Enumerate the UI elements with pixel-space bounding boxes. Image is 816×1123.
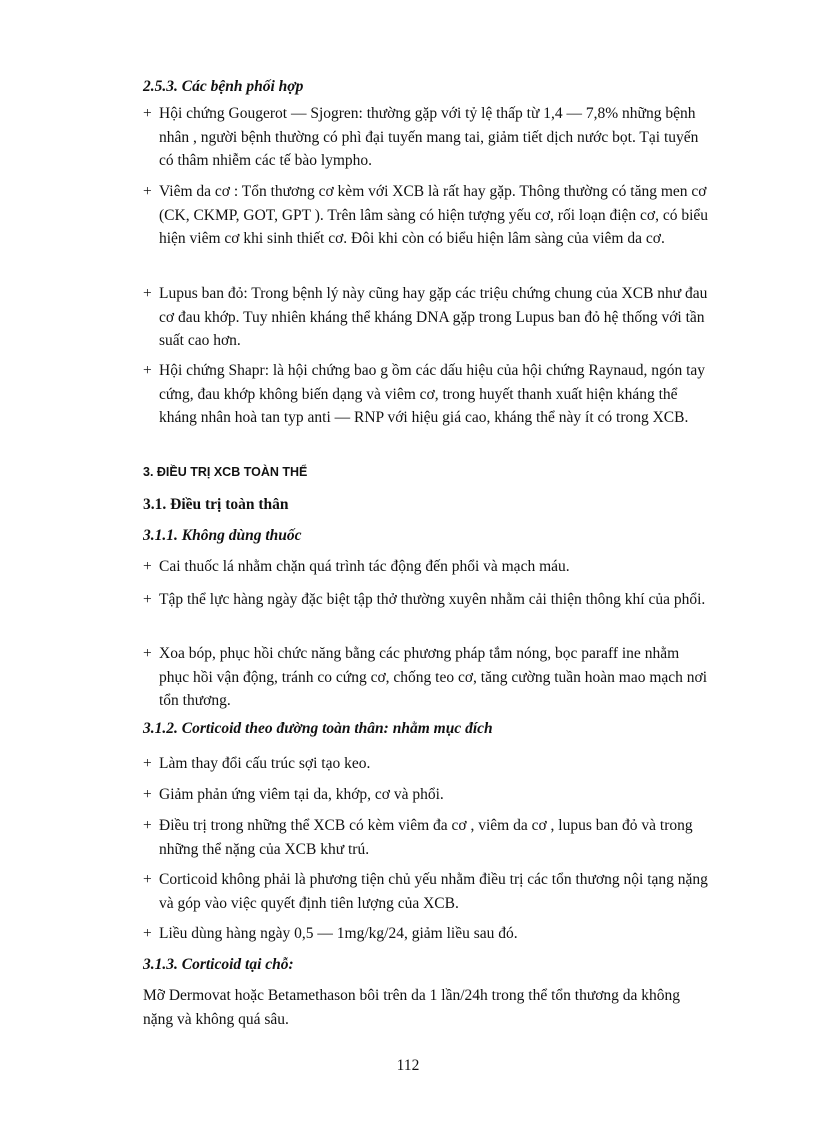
list-item-text: Viêm da cơ : Tổn thương cơ kèm với XCB là rất hay gặp. Thông thường có tăng men cơ (CK, CKMP, GOT, GPT ). Trên lâm sàng có hiện tượng yếu cơ, rối loạn điện cơ, có biểu hiện viêm cơ khi sinh thiết cơ. Đôi khi còn có biểu hiện lâm sàng của viêm da cơ. [159, 183, 709, 248]
section-heading-3-1-1: 3.1.1. Không dùng thuốc [143, 527, 302, 544]
list-item [143, 588, 713, 612]
list-item-text: Hội chứng Shapr: là hội chứng bao g ồm các dấu hiệu của hội chứng Raynaud, ngón tay cứng, đau khớp không biến dạng và viêm cơ, trong huyết thanh xuất hiện kháng thể kháng nhân hoà tan typ anti — RNP với hiệu giá cao, kháng thể này ít có trong XCB. [159, 362, 706, 427]
list-item-text: Tập thể lực hàng ngày đặc biệt tập thở thường xuyên nhằm cải thiện thông khí của phổi. [159, 591, 706, 608]
body-paragraph: Mỡ Dermovat hoặc Betamethason bôi trên da 1 lần/24h trong thể tổn thương da không nặng và không quá sâu. [143, 987, 681, 1028]
bullet: + [143, 362, 152, 379]
list-item [143, 282, 713, 353]
bullet: + [143, 183, 152, 200]
list-item-text: Điều trị trong những thể XCB có kèm viêm đa cơ , viêm da cơ , lupus ban đỏ và trong những thể nặng của XCB khư trú. [159, 817, 693, 858]
bullet: + [143, 871, 152, 888]
section-heading-3-1: 3.1. Điều trị toàn thân [143, 496, 289, 513]
list-item [143, 359, 713, 430]
bullet: + [143, 786, 152, 803]
list-item [143, 102, 713, 173]
bullet: + [143, 755, 152, 772]
section-heading-3-1-2: 3.1.2. Corticoid theo đường toàn thân: nhằm mục đích [143, 720, 493, 737]
bullet: + [143, 285, 152, 302]
list-item-text: Liều dùng hàng ngày 0,5 — 1mg/kg/24, giảm liều sau đó. [159, 925, 518, 942]
bullet: + [143, 645, 152, 662]
list-item [143, 868, 713, 915]
bullet: + [143, 591, 152, 608]
bullet: + [143, 105, 152, 122]
bullet: + [143, 558, 152, 575]
list-item-text: Lupus ban đỏ: Trong bệnh lý này cũng hay gặp các triệu chứng chung của XCB như đau cơ đau khớp. Tuy nhiên kháng thể kháng DNA gặp trong Lupus ban đỏ hệ thống với tần suất cao hơn. [159, 285, 708, 350]
chapter-heading-3: 3. ĐIỀU TRỊ XCB TOÀN THỂ [143, 465, 308, 479]
list-item [143, 783, 713, 807]
list-item [143, 555, 713, 579]
list-item-text: Giảm phản ứng viêm tại da, khớp, cơ và phổi. [159, 786, 444, 803]
list-item [143, 642, 713, 713]
list-item-text: Làm thay đổi cấu trúc sợi tạo keo. [159, 755, 371, 772]
list-item-text: Xoa bóp, phục hồi chức năng bằng các phương pháp tắm nóng, bọc paraff ine nhằm phục hồi vận động, tránh co cứng cơ, chống teo cơ, tăng cường tuần hoàn mao mạch nơi tổn thương. [159, 645, 708, 710]
list-item-text: Corticoid không phải là phương tiện chủ yếu nhằm điều trị các tổn thương nội tạng nặng và góp vào việc quyết định tiên lượng của XCB. [159, 871, 708, 912]
list-item [143, 922, 713, 946]
list-item [143, 752, 713, 776]
list-item [143, 180, 713, 251]
list-item-text: Cai thuốc lá nhằm chặn quá trình tác động đến phổi và mạch máu. [159, 558, 570, 575]
section-heading-2-5-3: 2.5.3. Các bệnh phối hợp [143, 78, 304, 95]
list-item-text: Hội chứng Gougerot — Sjogren: thường gặp với tỷ lệ thấp từ 1,4 — 7,8% những bệnh nhân , người bệnh thường có phì đại tuyến mang tai, giảm tiết dịch nước bọt. Tại tuyến có thâm nhiễm các tế bào lympho. [159, 105, 699, 170]
bullet: + [143, 925, 152, 942]
section-heading-3-1-3: 3.1.3. Corticoid tại chỗ: [143, 956, 294, 973]
list-item [143, 814, 713, 861]
bullet: + [143, 817, 152, 834]
page-number: 112 [396, 1057, 420, 1074]
